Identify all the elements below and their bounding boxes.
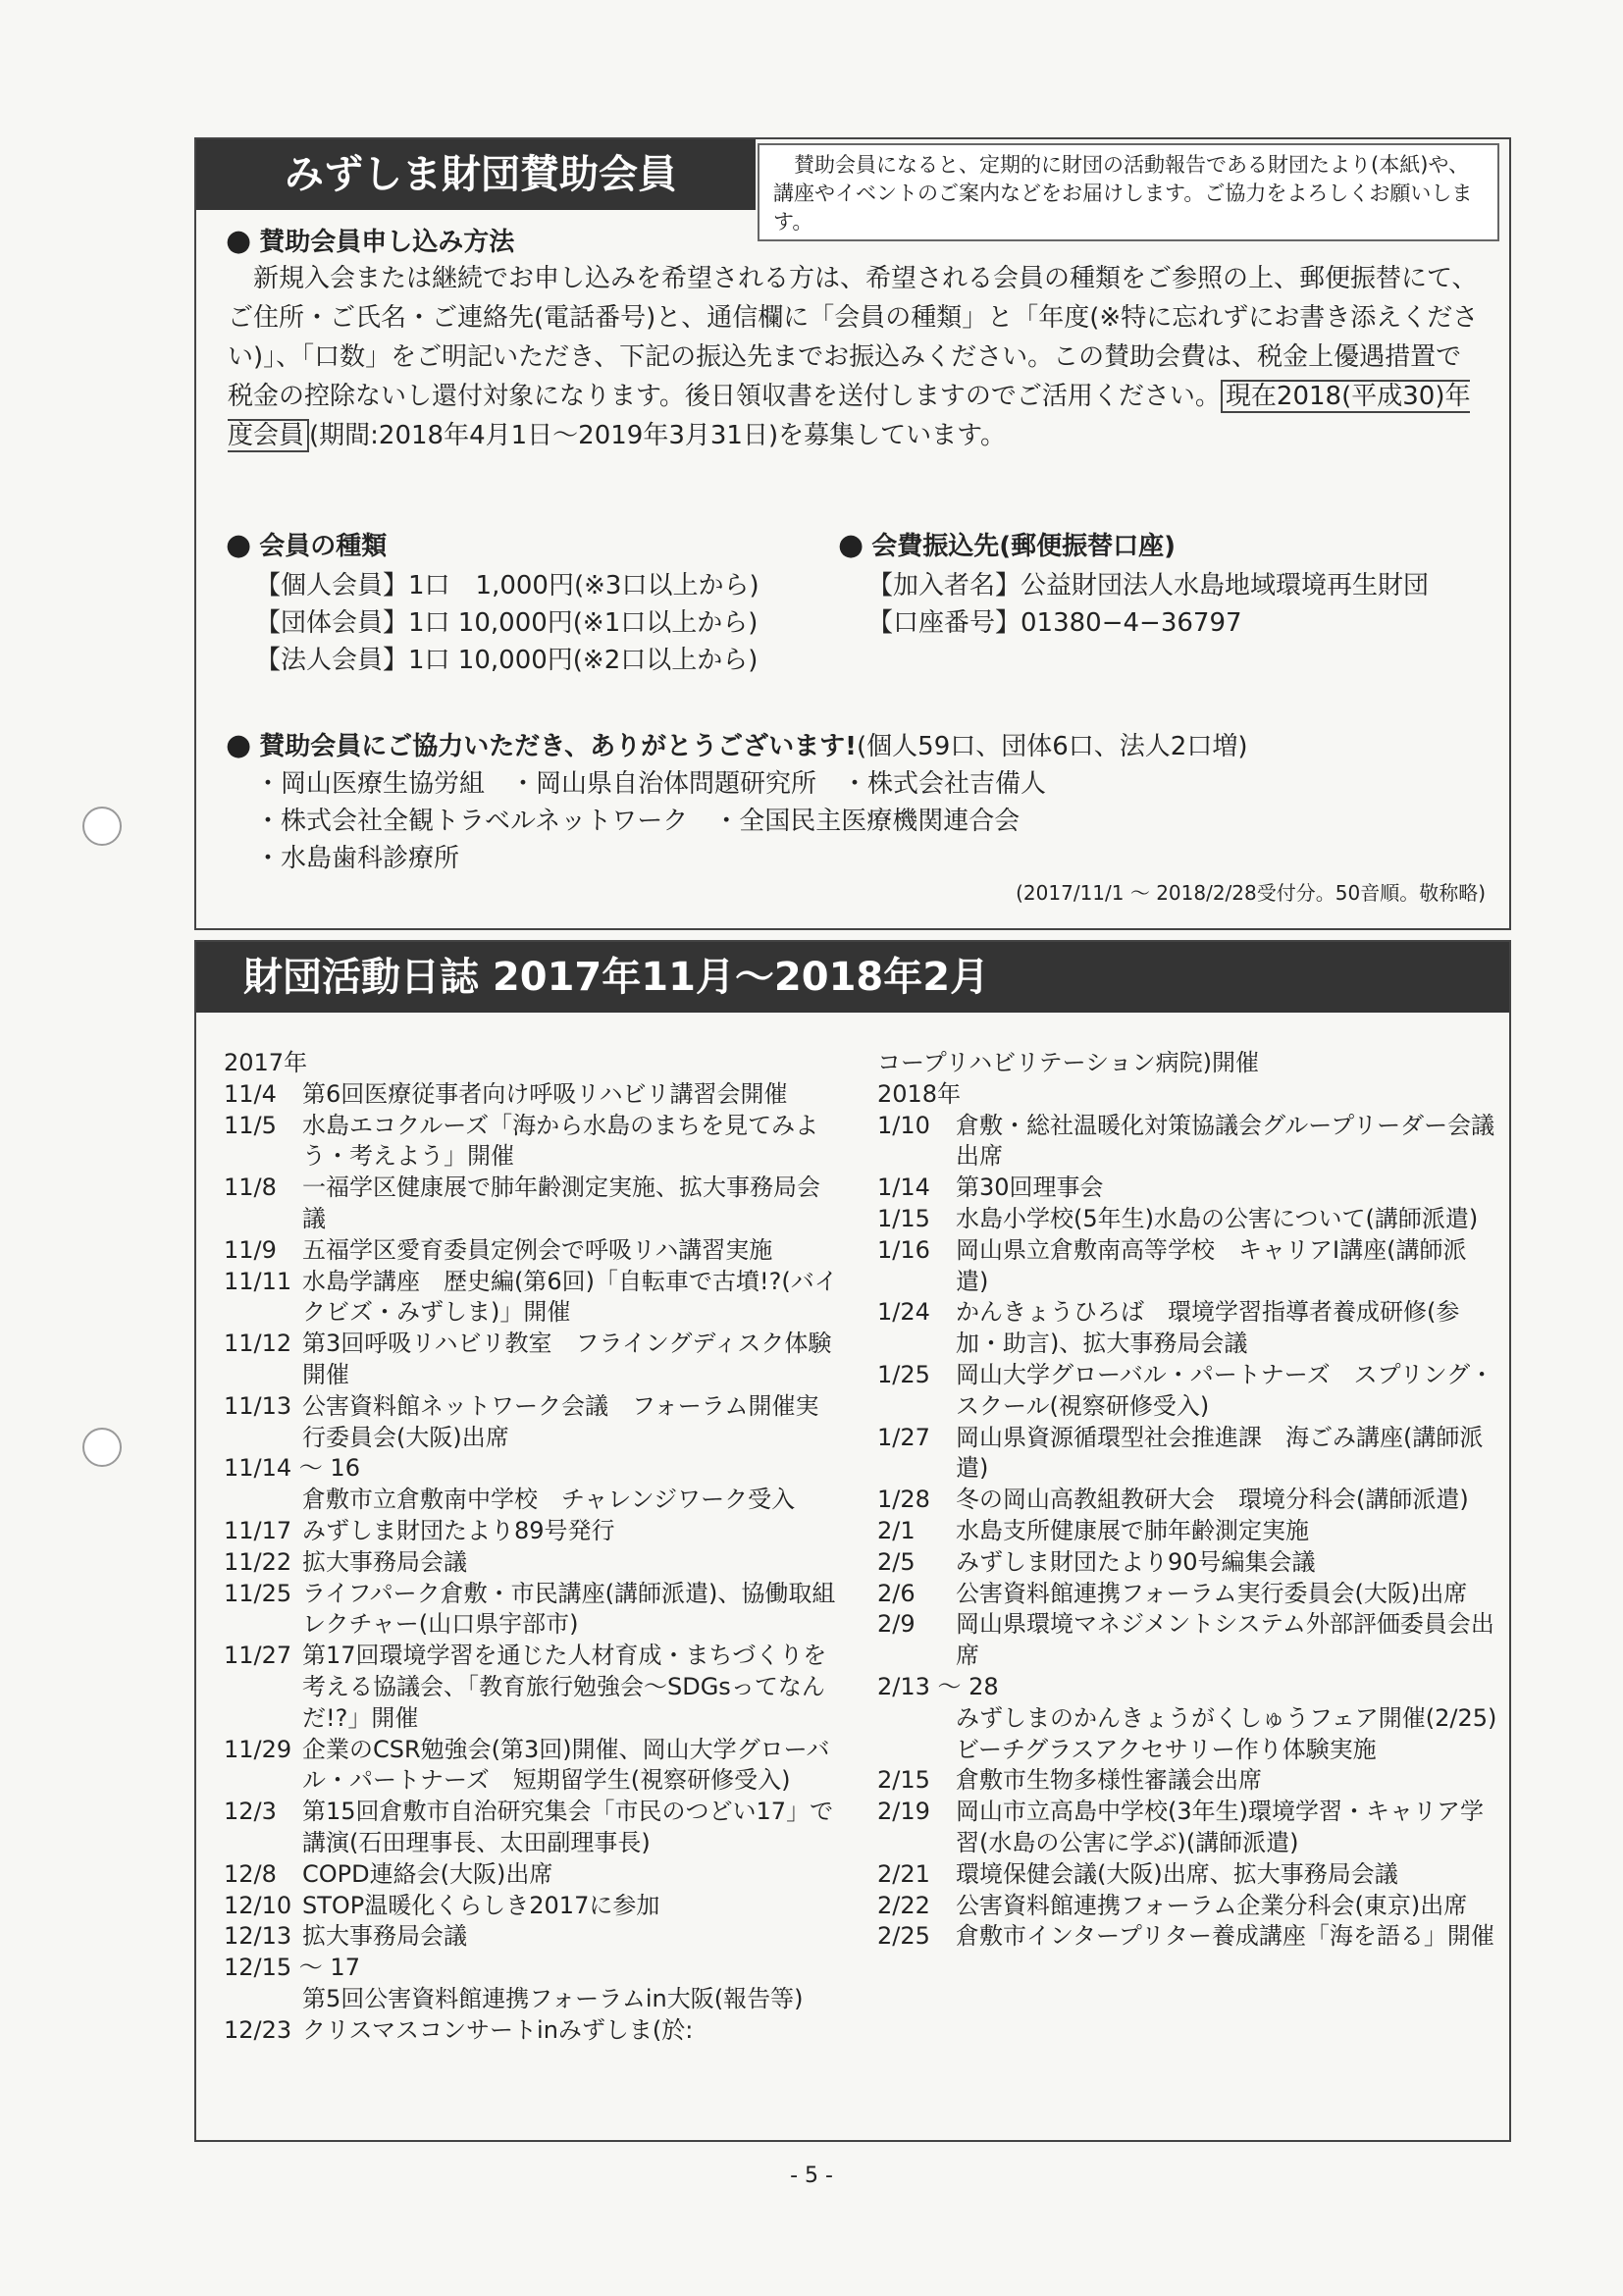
log-text: 第30回理事会	[956, 1174, 1104, 1202]
member-type-item: 【法人会員】1口 10,000円(※2口以上から)	[255, 646, 759, 675]
log-entry	[224, 1267, 842, 1330]
log-entry	[877, 1111, 1495, 1174]
log-column-right	[877, 1048, 1495, 1953]
log-entry	[877, 1516, 1495, 1547]
log-text: みずしま財団たより89号発行	[302, 1516, 615, 1544]
apply-heading: ● 賛助会員申し込み方法	[226, 224, 515, 258]
log-text: COPD連絡会(大阪)出席	[302, 1859, 553, 1888]
transfer-heading: ● 会費振込先(郵便振替口座)	[838, 528, 1176, 562]
log-date: 12/23	[224, 2015, 292, 2044]
log-date: 2/22	[877, 1891, 930, 1919]
log-date: 2/6	[877, 1579, 916, 1607]
log-entry	[877, 1204, 1495, 1235]
log-date: 1/15	[877, 1204, 930, 1232]
log-date: 1/16	[877, 1235, 930, 1264]
log-entry	[877, 1235, 1495, 1298]
members-credit: (2017/11/1 ～ 2018/2/28受付分。50音順。敬称略)	[1016, 881, 1486, 905]
log-text: 水島エコクルーズ「海から水島のまちを見てみよう・考えよう」開催	[302, 1111, 819, 1171]
log-date: 2/9	[877, 1610, 916, 1639]
log-text: みずしま財団たより90号編集会議	[956, 1547, 1316, 1576]
log-text: 第3回呼吸リハビリ教室 フライングディスク体験 開催	[302, 1330, 856, 1388]
member-type-item: 【団体会員】1口 10,000円(※1口以上から)	[255, 608, 759, 638]
log-entry	[224, 1235, 842, 1267]
activity-log-section	[194, 940, 1511, 2142]
log-entry	[877, 1579, 1495, 1610]
log-text: STOP温暖化くらしき2017に参加	[302, 1891, 660, 1919]
types-list	[255, 567, 759, 679]
log-date-range: 12/15 ～ 17	[224, 1954, 360, 1982]
log-date: 12/8	[224, 1859, 277, 1888]
log-column-left	[224, 1048, 856, 2047]
supporters-notice: 賛助会員になると、定期的に財団の活動報告である財団たより(本紙)や、講座やイベントのご案内などをお届けします。ご協力をよろしくお願いします。	[758, 143, 1499, 241]
log-date: 11/13	[224, 1391, 292, 1420]
punch-hole	[82, 807, 122, 846]
log-date: 11/25	[224, 1579, 292, 1607]
supporter-name-line: ・岡山医療生協労組 ・岡山県自治体問題研究所 ・株式会社吉備人	[255, 769, 1047, 799]
log-date: 1/14	[877, 1174, 930, 1202]
log-text: 水島支所健康展で肺年齢測定実施	[956, 1516, 1309, 1544]
apply-paragraph: 新規入会または継続でお申し込みを希望される方は、希望される会員の種類をご参照の上、郵便振替にて、ご住所・ご氏名・ご連絡先(電話番号)と、通信欄に「会員の種類」と「年度(※特に忘れずにお書き添えください)」、「口数」をご明記いただき、下記の振込先までお振込みください。この賛助会費は、税金上優遇措置で税金の控除ないし還付対象になります。後日領収書を送付しますのでご活用ください。 現在2018(平成30)年度会員 (期間:2018年4月1日～2019年3月31日)を募集しています。	[228, 264, 1479, 450]
bullet-dot-icon: ●	[226, 224, 252, 258]
log-date: 11/27	[224, 1642, 292, 1670]
thanks-heading: ● 賛助会員にご協力いただき、ありがとうございます!(個人59口、団体6口、法人2口増)	[226, 728, 1248, 762]
log-text: 岡山大学グローバル・パートナーズ スプリング・スクール(視察研修受入)	[956, 1360, 1494, 1420]
log-entry	[224, 2015, 842, 2047]
page-number: - 5 -	[790, 2164, 833, 2188]
log-entry	[224, 1547, 842, 1579]
log-entry	[877, 1765, 1495, 1797]
log-date: 11/17	[224, 1516, 292, 1544]
log-text: 倉敷市立倉敷南中学校 チャレンジワーク受入	[302, 1486, 796, 1514]
log-date: 2/1	[877, 1516, 916, 1544]
log-entry	[224, 1921, 842, 1953]
log-date-range: 2/13 ～ 28	[877, 1672, 999, 1700]
transfer-list	[867, 567, 1429, 642]
log-text: 第17回環境学習を通じた人材育成・まちづくりを考える協議会、「教育旅行勉強会～SDGsってなんだ!?」開催	[302, 1642, 827, 1732]
transfer-info-item: 【口座番号】01380−4−36797	[867, 608, 1242, 638]
log-text: 拡大事務局会議	[302, 1547, 467, 1576]
log-date: 11/29	[224, 1735, 292, 1763]
log-entry	[877, 1173, 1495, 1204]
supporters-section	[194, 137, 1511, 930]
log-entry	[877, 1423, 1495, 1486]
log-text: 岡山県資源循環型社会推進課 海ごみ講座(講師派遣)	[956, 1423, 1484, 1483]
log-text: 第6回医療従事者向け呼吸リハビリ講習会開催	[302, 1079, 788, 1108]
log-date: 2/25	[877, 1922, 930, 1951]
log-entry	[224, 1797, 842, 1859]
transfer-info-item: 【加入者名】公益財団法人水島地域環境再生財団	[867, 571, 1430, 600]
log-text: 五福学区愛育委員定例会で呼吸リハ講習実施	[302, 1235, 773, 1264]
log-entry	[224, 1579, 842, 1642]
log-entry	[877, 1297, 1495, 1360]
log-text: 倉敷・総社温暖化対策協議会グループリーダー会議出席	[956, 1111, 1495, 1171]
bullet-dot-icon: ●	[226, 528, 252, 562]
log-entry	[224, 1391, 842, 1454]
log-text: 倉敷市生物多様性審議会出席	[956, 1766, 1262, 1795]
log-date: 11/5	[224, 1111, 277, 1139]
log-text: 岡山県環境マネジメントシステム外部評価委員会出席	[956, 1610, 1494, 1670]
log-entry	[224, 1891, 842, 1922]
log-date: 11/8	[224, 1174, 277, 1202]
log-year: 2017年	[224, 1049, 308, 1076]
log-date: 1/28	[877, 1486, 930, 1514]
log-date: 2/19	[877, 1798, 930, 1826]
log-text: 一福学区健康展で肺年齢測定実施、拡大事務局会議	[302, 1174, 820, 1232]
log-entry	[877, 1859, 1495, 1891]
log-entry	[877, 1485, 1495, 1516]
log-text: コープリハビリテーション病院)開催	[877, 1049, 1260, 1076]
log-date: 1/27	[877, 1423, 930, 1451]
log-text: 水島小学校(5年生)水島の公害について(講師派遣)	[956, 1204, 1479, 1232]
log-text: 第15回倉敷市自治研究集会「市民のつどい17」で講演(石田理事長、太田副理事長)	[302, 1798, 834, 1856]
log-entry	[877, 1797, 1495, 1859]
log-entry	[877, 1921, 1495, 1953]
supporter-name-line: ・株式会社全観トラベルネットワーク ・全国民主医療機関連合会	[255, 807, 1021, 836]
bullet-dot-icon: ●	[226, 728, 252, 762]
log-text: みずしまのかんきょうがくしゅうフェア開催(2/25)	[956, 1703, 1497, 1732]
log-entry	[224, 1329, 856, 1391]
log-text: ライフパーク倉敷・市民講座(講師派遣)、協働取組レクチャー(山口県宇部市)	[302, 1579, 836, 1639]
log-text: 第5回公害資料館連携フォーラムin大阪(報告等)	[302, 1984, 804, 2012]
punch-hole	[82, 1428, 122, 1467]
log-entry	[224, 1859, 842, 1891]
log-date: 12/10	[224, 1891, 292, 1919]
log-date: 2/5	[877, 1547, 916, 1576]
log-date: 1/10	[877, 1111, 930, 1139]
log-date: 11/9	[224, 1235, 277, 1264]
log-text: 水島学講座 歴史編(第6回)「自転車で古墳!?(バイクビズ・みずしま)」開催	[302, 1267, 838, 1327]
log-text: 企業のCSR勉強会(第3回)開催、岡山大学グローバル・パートナーズ 短期留学生(視察研修受入)	[302, 1735, 830, 1795]
bullet-dot-icon: ●	[838, 528, 864, 562]
log-entry	[877, 1891, 1495, 1922]
log-text: かんきょうひろば 環境学習指導者養成研修(参加・助言)、拡大事務局会議	[956, 1298, 1460, 1358]
log-year: 2018年	[877, 1079, 962, 1108]
log-entry	[224, 1111, 842, 1174]
members-list	[255, 765, 1046, 877]
log-entry	[877, 1609, 1495, 1672]
log-date: 11/4	[224, 1079, 277, 1108]
log-text: ビーチグラスアクセサリー作り体験実施	[956, 1735, 1377, 1763]
log-date: 2/15	[877, 1766, 930, 1795]
member-type-item: 【個人会員】1口 1,000円(※3口以上から)	[255, 571, 759, 600]
log-text: クリスマスコンサートinみずしま(於:	[302, 2015, 694, 2044]
log-text: 倉敷市インタープリター養成講座「海を語る」開催	[956, 1922, 1494, 1951]
log-text: 公害資料館連携フォーラム企業分科会(東京)出席	[956, 1891, 1468, 1919]
log-date: 12/13	[224, 1922, 292, 1951]
log-text: 冬の岡山高教組教研大会 環境分科会(講師派遣)	[956, 1486, 1469, 1514]
log-entry	[224, 1641, 842, 1734]
log-text: 公害資料館ネットワーク会議 フォーラム開催実行委員会(大阪)出席	[302, 1391, 819, 1451]
log-date: 1/24	[877, 1298, 930, 1327]
log-date: 12/3	[224, 1798, 277, 1826]
log-text: 岡山市立高島中学校(3年生)環境学習・キャリア学習(水島の公害に学ぶ)(講師派遣)	[956, 1798, 1484, 1856]
log-date: 11/22	[224, 1547, 292, 1576]
log-entry	[224, 1735, 842, 1798]
log-text: 岡山県立倉敷南高等学校 キャリアⅠ講座(講師派遣)	[956, 1235, 1467, 1295]
log-date: 11/11	[224, 1267, 292, 1295]
types-heading: ● 会員の種類	[226, 528, 388, 562]
log-entry	[877, 1547, 1495, 1579]
log-text: 公害資料館連携フォーラム実行委員会(大阪)出席	[956, 1579, 1468, 1607]
supporters-title: みずしま財団賛助会員	[196, 139, 756, 210]
log-entry	[224, 1516, 842, 1547]
log-text: 環境保健会議(大阪)出席、拡大事務局会議	[956, 1859, 1398, 1888]
log-date: 11/12	[224, 1330, 292, 1358]
log-entry	[224, 1079, 842, 1111]
log-title: 財団活動日誌 2017年11月～2018年2月	[196, 942, 1509, 1013]
current-term-box: 現在2018(平成30)年度会員	[228, 382, 1471, 450]
log-entry	[224, 1173, 842, 1235]
supporter-name-line: ・水島歯科診療所	[255, 844, 460, 873]
log-text: 拡大事務局会議	[302, 1922, 467, 1951]
log-date: 1/25	[877, 1360, 930, 1388]
log-entry	[877, 1360, 1495, 1423]
log-date-range: 11/14 ～ 16	[224, 1454, 360, 1483]
log-date: 2/21	[877, 1859, 930, 1888]
